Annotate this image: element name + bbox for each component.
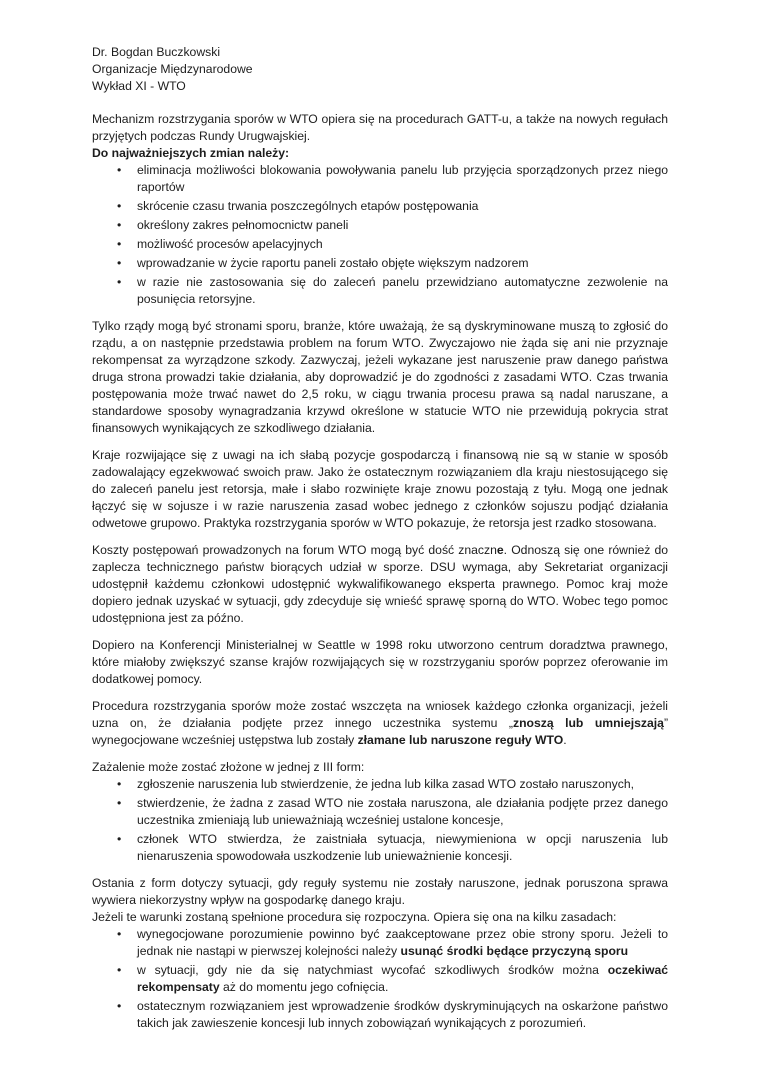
list-item-run: ostatecznym rozwiązaniem jest wprowadzenie środków dyskryminujących na oskarżone państwo takich jak zawieszenie koncesji lub innych zobowiązań wynikających z porozumień. (137, 999, 668, 1030)
list-item-text (137, 998, 668, 1032)
forms-list (92, 776, 668, 865)
document-content (92, 44, 668, 1034)
paragraph-developing-countries: Kraje rozwijające się z uwagi na ich słabą pozycje gospodarczą i finansową nie są w stanie w sposób zadowalający egzekwować swoich praw. Jako że ostatecznym rozwiązaniem dla kraju niestosującego się do zaleceń panelu jest retorsja, małe i słabo rozwinięte kraje znowu pozostają z tyłu. Mogą one jednak łączyć się w sojusze i w razie naruszenia zasad wobec jednego z członków sojuszu podjąć działania odwetowe grupowo. Praktyka rozstrzygania sporów w WTO pokazuje, że retorsja jest rzadko stosowana. (92, 448, 668, 530)
rules-list (92, 926, 668, 1032)
list-item-run-bold: oczekiwać rekompensaty (137, 963, 668, 994)
list-item (92, 255, 668, 272)
list-item-run-bold: usunąć środki będące przyczyną sporu (400, 944, 629, 958)
paragraph-costs (92, 542, 668, 627)
list-item-text: określony zakres pełnomocnictw paneli (137, 218, 349, 232)
bullet-icon: • (117, 237, 122, 251)
bullet-icon: • (117, 777, 122, 791)
bullet-icon: • (117, 999, 122, 1013)
list-item (92, 236, 668, 253)
changes-list (92, 162, 668, 308)
bullet-icon: • (117, 163, 122, 177)
paragraph-text-bold: znoszą lub umniejszają (512, 716, 664, 730)
list-item-text: w razie nie zastosowania się do zaleceń panelu przewidziano automatyczne zezwolenie na posunięcia retorsyjne. (137, 275, 668, 306)
list-item-text: zgłoszenie naruszenia lub stwierdzenie, że jedna lub kilka zasad WTO zostało naruszonych, (137, 777, 635, 791)
paragraph-text: Koszty postępowań prowadzonych na forum WTO mogą być dość znaczn (92, 543, 497, 557)
list-item-text: wprowadzanie w życie raportu paneli zostało objęte większym nadzorem (137, 256, 529, 270)
list-item-run: w sytuacji, gdy nie da się natychmiast wycofać szkodliwych środków można (137, 963, 608, 977)
list-item (92, 795, 668, 829)
list-item (92, 162, 668, 196)
paragraph-text-bold: e (496, 543, 504, 557)
bullet-icon: • (117, 275, 122, 289)
paragraph-conditions: Jeżeli te warunki zostaną spełnione procedura się rozpoczyna. Opiera się ona na kilku zasadach: (92, 910, 617, 924)
list-item (92, 217, 668, 234)
paragraph-text: . Odnoszą się one również do zaplecza technicznego państw biorących udział w sporze. DSU wymaga, aby Sekretariat organizacji udostępnił każdemu członkowi udostępnić wykwalifikowanego eksperta prawnego. Pomoc kraj może dopiero jednak uzyskać w sytuacji, gdy zdecyduje się wnieść sprawę sporną do WTO. Wobec tego pomoc udostępniona jest za późno. (92, 543, 669, 625)
bullet-icon: • (117, 927, 122, 941)
paragraph-text: ” wynegocjowane wcześniej ustępstwa lub zostały (92, 716, 668, 747)
paragraph-mechanism (92, 111, 668, 145)
list-item-text: możliwość procesów apelacyjnych (137, 237, 323, 251)
bullet-icon: • (117, 199, 122, 213)
list-item-run: wynegocjowane porozumienie powinno być zaakceptowane przez obie strony sporu. Jeżeli to jednak nie nastąpi w pierwszej kolejności należy (137, 927, 668, 958)
paragraph-seattle: Dopiero na Konferencji Ministerialnej w Seattle w 1998 roku utworzono centrum doradztwa prawnego, które miałoby zwiększyć szanse krajów rozwijających się w rozstrzyganiu sporów poprzez oferowanie im dodatkowej pomocy. (92, 638, 668, 686)
paragraph-text: Procedura rozstrzygania sporów może zostać wszczęta na wniosek każdego członka organizacji, jeżeli uzna on, że działania podjęte przez innego uczestnika systemu „ (92, 699, 668, 730)
bullet-icon: • (117, 256, 122, 270)
paragraph-text-bold: złamane lub naruszone reguły WTO (357, 733, 564, 747)
lecture-line: Wykład XI - WTO (92, 79, 186, 93)
list-item (92, 962, 668, 996)
bullet-icon: • (117, 963, 122, 977)
course-line: Organizacje Międzynarodowe (92, 62, 253, 76)
bullet-icon: • (117, 218, 122, 232)
list-item-text (137, 926, 668, 960)
document-header (92, 44, 668, 95)
list-item (92, 831, 668, 865)
bullet-icon: • (117, 832, 122, 846)
list-item (92, 274, 668, 308)
list-item-text: członek WTO stwierdza, że zaistniała sytuacja, niewymieniona w opcji naruszenia lub nienaruszenia spowodowała uszkodzenie lub unieważnienie koncesji. (137, 832, 668, 863)
paragraph-last-form: Ostania z form dotyczy sytuacji, gdy reguły systemu nie zostały naruszone, jednak poruszona sprawa wywiera niekorzystny wpływ na gospodarkę danego kraju. (92, 876, 668, 907)
list-item-text (137, 962, 668, 996)
list-item (92, 198, 668, 215)
list-item-run: aż do momentu jego cofnięcia. (219, 980, 389, 994)
paragraph-text: Mechanizm rozstrzygania sporów w WTO opiera się na procedurach GATT-u, a także na nowych regułach przyjętych podczas Rundy Urugwajskiej. (92, 112, 668, 143)
author-line: Dr. Bogdan Buczkowski (92, 45, 221, 59)
paragraph-parties: Tylko rządy mogą być stronami sporu, branże, które uważają, że są dyskryminowane muszą to zgłosić do rządu, a on następnie przedstawia problem na forum WTO. Zwyczajowo nie żąda się ani nie przyznaje rekompensat za wyrządzone szkody. Zazwyczaj, jeżeli wykazane jest naruszenie praw danego państwa druga strona prowadzi takie działania, aby doprowadzić je do zgodności z zasadami WTO. Czas trwania postępowania może trwać nawet do 2,5 roku, w ciągu trwania procesu prawa są nadal naruszane, a standardowe sposoby wynagradzania krzywd określone w statucie WTO nie przewidują pokrycia strat finansowych wynikających ze szkodliwego działania. (92, 319, 668, 435)
bullet-icon: • (117, 796, 122, 810)
list-item-text: eliminacja możliwości blokowania powoływania panelu lub przyjęcia sporządzonych przez niego raportów (137, 163, 668, 194)
list-item (92, 776, 668, 793)
paragraph-procedure (92, 698, 668, 749)
list-item-text: skrócenie czasu trwania poszczególnych etapów postępowania (137, 199, 479, 213)
paragraph-text: . (563, 733, 567, 747)
list-item (92, 926, 668, 960)
list-item-text: stwierdzenie, że żadna z zasad WTO nie została naruszona, ale działania podjęte przez danego uczestnika zmieniają lub unieważniają wcześniej ustalone koncesje, (137, 796, 668, 827)
list-item (92, 998, 668, 1032)
changes-heading: Do najważniejszych zmian należy: (92, 146, 290, 160)
forms-intro: Zażalenie może zostać złożone w jednej z III form: (92, 760, 365, 774)
